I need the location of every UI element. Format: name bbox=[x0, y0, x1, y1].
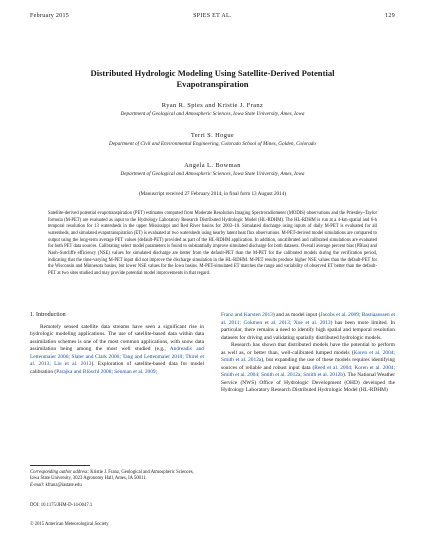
author-affiliation: Department of Geological and Atmospheric Sciences, Iowa State University, Ames, Iowa bbox=[120, 171, 305, 177]
paper-title bbox=[40, 68, 385, 90]
page-number: 129 bbox=[385, 13, 395, 19]
author-affiliation: Department of Geological and Atmospheric Sciences, Iowa State University, Ames, Iowa bbox=[120, 111, 305, 117]
running-header bbox=[30, 13, 395, 23]
body-text: ) has been more limited. In particular, there remains a need to identify high spatial and temporal resolution datasets for driving and validating spatially distributed hydrologic models. bbox=[221, 319, 395, 341]
header-authors: SPIES ET AL. bbox=[193, 13, 232, 19]
corresponding-author-footnote bbox=[30, 470, 204, 489]
header-date: February 2015 bbox=[30, 13, 70, 19]
dates-text: (Manuscript received 27 February 2014, in final form 13 August 2014) bbox=[138, 191, 287, 197]
body-text: Remotely sensed satellite data streams have seen a significant rise in hydrologic modeling applications. The use of satellite-based data within data assimilation schemes is one of the most common applications, with snow data assimilation being among the most well studied (e.g., bbox=[30, 323, 204, 353]
author-name: Angela L. Bowman bbox=[184, 162, 241, 169]
body-text: ). Exploration of satellite-based data for model calibration ( bbox=[30, 361, 204, 375]
footnote-divider bbox=[30, 465, 90, 466]
manuscript-dates bbox=[30, 190, 395, 198]
body-text: ), but expanding the use of these models requires identifying sources of reliable and robust input data ( bbox=[221, 357, 396, 371]
author-name: Ryan R. Spies and Kristie J. Franz bbox=[161, 102, 264, 109]
author-block bbox=[30, 101, 395, 118]
author-block bbox=[30, 131, 395, 148]
right-column bbox=[221, 312, 395, 395]
citation-link[interactable]: Franz and Karsten 2013 bbox=[221, 312, 273, 318]
copyright: © 2015 American Meteorological Society bbox=[30, 522, 109, 527]
section-heading: 1. Introduction bbox=[30, 312, 66, 318]
intro-paragraph-continued bbox=[221, 312, 395, 342]
citation-link[interactable]: Andreadis and Lettenmaier 2006; Slater and Clark 2006; Tang and Lettenmaier 2010; Thirel et al. 2013; Liu et al. 2013 bbox=[30, 346, 204, 368]
title-line: Distributed Hydrologic Modeling Using Satellite-Derived Potential bbox=[90, 68, 335, 78]
citation-link[interactable]: Koren et al. 2004; Smith et al. 2012a bbox=[221, 349, 396, 364]
footnote-label: Corresponding author address: bbox=[30, 470, 90, 475]
title-line: Evapotranspiration bbox=[176, 79, 249, 89]
body-text: Research has shown that distributed models have the potential to perform as well as, or better than, well-calibrated lumped models ( bbox=[221, 342, 395, 356]
author-block bbox=[30, 161, 395, 178]
intro-paragraph bbox=[30, 324, 204, 377]
citation-link[interactable]: Jacobs et al. 2009; Bastiaanssen et al. 2011; Gokmen et al. 2013; Xue et al. 2013 bbox=[221, 312, 395, 326]
email-label: E-mail: bbox=[30, 482, 45, 488]
email-address: kfranz@iastate.edu bbox=[44, 482, 82, 488]
abstract: Satellite-derived potential evapotranspiration (PET) estimates computed from Moderate Resolution Imaging Spectroradiometer (MODIS) observations and the Priestley–Taylor formula (M-PET) are evaluated as input to the Hydrology Laboratory Research Distributed Hydrologic Model (HL-RDHM). The HL-RDHM is run at a 4-km spatial and 6-h temporal resolution for 13 watersheds in the upper Mississippi and Red River basins for 2003–10. Simulated discharge using inputs of daily M-PET is evaluated for all watersheds, and simulated evapotranspiration (ET) is evaluated at two watersheds using nearby latent heat flux observations. M-PET-derived model simulations are compared to output using the long-term average PET values (default-PET) provided as part of the HL-RDHM application. In addition, uncalibrated and calibrated simulations are evaluated for both PET data sources. Calibrating select model parameters is found to substantially improve simulated discharge for both datasets. Overall average percent bias (PBias) and Nash–Sutcliffe efficiency (NSE) values for simulated discharge are better from the default-PET than the M-PET for the calibrated models during the verification period, indicating that the time-varying M-PET input did not improve the discharge simulation in the HL-RDHM. M-PET results produce higher NSE values than the default-PET for the Wisconsin and Minnesota basins, but lower NSE values for the Iowa basins. M-PET-simulated ET matches the range and variability of observed ET better than the default-PET at two sites studied and may provide potential model improvements in that regard. bbox=[48, 211, 377, 276]
author-affiliation: Department of Civil and Environmental Engineering, Colorado School of Mines, Golden, Colorado bbox=[108, 141, 316, 147]
body-text: ). The National Weather Service (NWS) Office of Hydrologic Development (OHD) developed the Hydrology Laboratory Research Distributed Hydrologic Model (HL-RDHM) bbox=[221, 372, 395, 394]
intro-paragraph bbox=[221, 342, 395, 395]
citation-link[interactable]: Reed et al. 2004; Koren et al. 2004; Smith et al. 2004; Smith et al. 2012a; Smith et al. 2012b bbox=[221, 364, 395, 379]
body-text: ) and as model input ( bbox=[272, 312, 321, 318]
left-column bbox=[30, 312, 204, 376]
author-name: Terri S. Hogue bbox=[190, 132, 235, 139]
doi: DOI: 10.1175/JHM-D-14-0047.1 bbox=[30, 503, 93, 508]
citation-link[interactable]: Parajka and Blöschl 2008; Senman et al. 2009; bbox=[56, 368, 158, 375]
footnote-text: Kristie J. Franz, Geological and Atmospheric Sciences, Iowa State University, 3023 Agronomy Hall, Ames, IA 50011. bbox=[30, 470, 194, 482]
